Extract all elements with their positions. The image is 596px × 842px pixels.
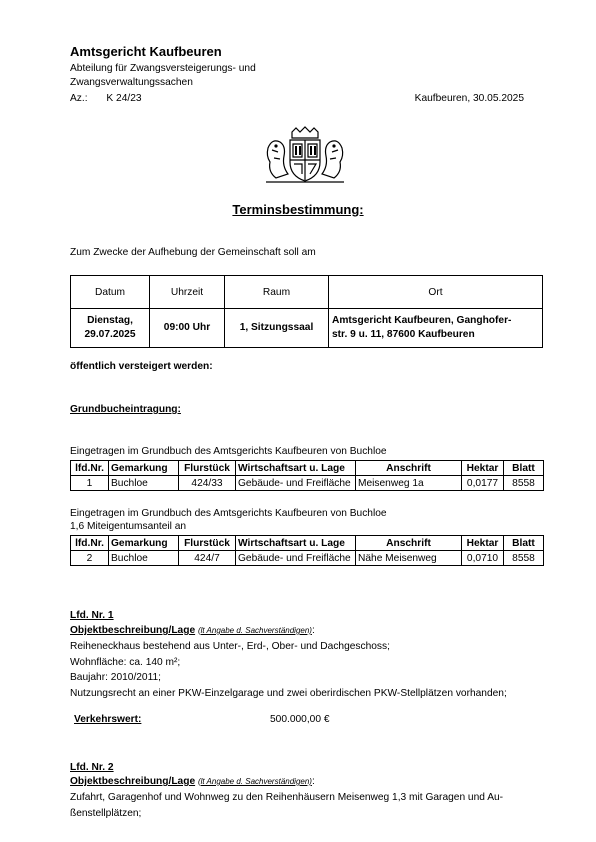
market-value: 500.000,00 € xyxy=(270,714,330,725)
intro-text: Zum Zwecke der Aufhebung der Gemeinschaft soll am xyxy=(70,247,316,258)
department xyxy=(70,62,256,90)
col-blatt: Blatt xyxy=(504,536,544,551)
table-row xyxy=(71,551,544,566)
cell-anschrift: Nähe Meisenweg xyxy=(356,551,462,566)
object-description-label: Objektbeschreibung/Lage xyxy=(70,625,196,636)
department-line-2: Zwangsverwaltungssachen xyxy=(70,77,193,88)
case-number xyxy=(70,93,142,104)
description-line: Wohnfläche: ca. 140 m²; xyxy=(70,656,181,668)
appointment-date-value: 29.07.2025 xyxy=(84,329,136,340)
appointment-weekday: Dienstag, xyxy=(87,315,133,326)
appointment-date xyxy=(71,309,150,348)
cell-lfd-nr: 2 xyxy=(71,551,109,566)
description-line: Nutzungsrecht an einer PKW-Einzelgarage und zwei oberirdischen PKW-Stellplätzen vorhanden; xyxy=(70,687,507,699)
place-date: Kaufbeuren, 30.05.2025 xyxy=(414,93,524,104)
col-gemarkung: Gemarkung xyxy=(109,536,179,551)
col-anschrift: Anschrift xyxy=(356,461,462,476)
land-register-header-row xyxy=(71,461,544,476)
cell-blatt: 8558 xyxy=(504,551,544,566)
land-register-table-1 xyxy=(70,460,544,491)
col-wirtschaftsart: Wirtschaftsart u. Lage xyxy=(236,536,356,551)
case-number-value: K 24/23 xyxy=(106,93,142,104)
cell-gemarkung: Buchloe xyxy=(109,476,179,491)
cell-flurstueck: 424/33 xyxy=(179,476,236,491)
document-title: Terminsbestimmung: xyxy=(232,202,364,217)
object-description-note: (lt Angabe d. Sachverständigen) xyxy=(197,777,312,786)
lfd-1-description xyxy=(70,639,507,701)
col-anschrift: Anschrift xyxy=(356,536,462,551)
description-line: ßenstellplätzen; xyxy=(70,807,142,819)
land-register-heading: Grundbucheintragung: xyxy=(70,404,181,415)
header-datum: Datum xyxy=(71,276,150,309)
col-blatt: Blatt xyxy=(504,461,544,476)
appointment-value-row xyxy=(71,309,543,348)
land-register-header-row xyxy=(71,536,544,551)
cell-anschrift: Meisenweg 1a xyxy=(356,476,462,491)
appointment-header-row xyxy=(71,276,543,309)
lfd-1-heading: Lfd. Nr. 1 xyxy=(70,610,114,621)
cell-blatt: 8558 xyxy=(504,476,544,491)
register-text-2: Eingetragen im Grundbuch des Amtsgerichts Kaufbeuren von Buchloe xyxy=(70,508,387,519)
lfd-2-object-label xyxy=(70,776,315,787)
appointment-time: 09:00 Uhr xyxy=(150,309,225,348)
cell-wirtschaftsart: Gebäude- und Freifläche xyxy=(236,476,356,491)
appointment-table xyxy=(70,275,543,348)
header-uhrzeit: Uhrzeit xyxy=(150,276,225,309)
header-raum: Raum xyxy=(225,276,329,309)
coat-of-arms-seal xyxy=(262,126,348,184)
description-line: Zufahrt, Garagenhof und Wohnweg zu den Reihenhäusern Meisenweg 1,3 mit Garagen und Au- xyxy=(70,792,504,803)
col-flurstueck: Flurstück xyxy=(179,536,236,551)
col-wirtschaftsart: Wirtschaftsart u. Lage xyxy=(236,461,356,476)
appointment-room: 1, Sitzungssaal xyxy=(225,309,329,348)
department-line-1: Abteilung für Zwangsversteigerungs- und xyxy=(70,63,256,74)
case-number-label: Az.: xyxy=(70,93,88,104)
auction-statement: öffentlich versteigert werden: xyxy=(70,361,213,372)
cell-gemarkung: Buchloe xyxy=(109,551,179,566)
ownership-share: 1,6 Miteigentumsanteil an xyxy=(70,521,187,532)
col-gemarkung: Gemarkung xyxy=(109,461,179,476)
col-hektar: Hektar xyxy=(462,536,504,551)
market-value-label: Verkehrswert: xyxy=(74,714,142,725)
lfd-2-heading: Lfd. Nr. 2 xyxy=(70,762,114,773)
location-line-1: Amtsgericht Kaufbeuren, Ganghofer- xyxy=(332,315,512,326)
object-description-colon: : xyxy=(311,776,315,787)
header-ort: Ort xyxy=(329,276,543,309)
location-line-2: str. 9 u. 11, 87600 Kaufbeuren xyxy=(332,329,475,340)
object-description-note: (lt Angabe d. Sachverständigen) xyxy=(197,626,312,635)
register-text-1: Eingetragen im Grundbuch des Amtsgerichts Kaufbeuren von Buchloe xyxy=(70,446,387,457)
description-line: Baujahr: 2010/2011; xyxy=(70,672,162,683)
description-line: Reiheneckhaus bestehend aus Unter-, Erd-, Ober- und Dachgeschoss; xyxy=(70,641,390,652)
court-name: Amtsgericht Kaufbeuren xyxy=(70,44,222,59)
col-hektar: Hektar xyxy=(462,461,504,476)
object-description-colon: : xyxy=(311,625,315,636)
object-description-label: Objektbeschreibung/Lage xyxy=(70,776,196,787)
col-flurstueck: Flurstück xyxy=(179,461,236,476)
col-lfd-nr: lfd.Nr. xyxy=(71,461,109,476)
cell-flurstueck: 424/7 xyxy=(179,551,236,566)
cell-wirtschaftsart: Gebäude- und Freifläche xyxy=(236,551,356,566)
col-lfd-nr: lfd.Nr. xyxy=(71,536,109,551)
lfd-2-description xyxy=(70,790,503,821)
lfd-1-object-label xyxy=(70,625,315,636)
land-register-table-2 xyxy=(70,535,544,566)
cell-hektar: 0,0177 xyxy=(462,476,504,491)
cell-hektar: 0,0710 xyxy=(462,551,504,566)
table-row xyxy=(71,476,544,491)
cell-lfd-nr: 1 xyxy=(71,476,109,491)
appointment-location xyxy=(329,309,543,348)
